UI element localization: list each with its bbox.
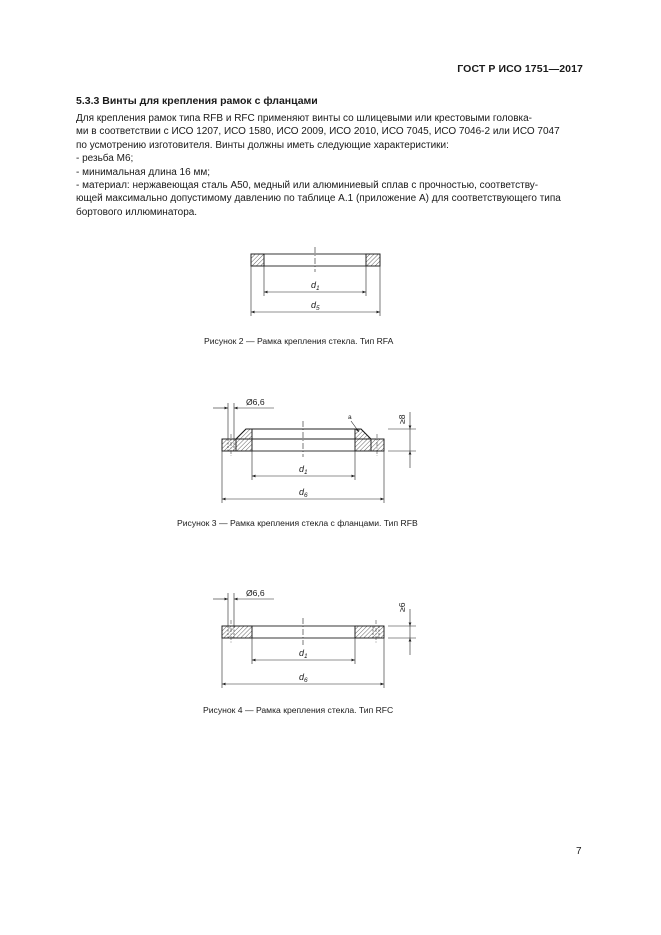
paragraph-line: Для крепления рамок типа RFB и RFC применяют винты со шлицевыми или крестовыми головка- bbox=[76, 113, 533, 124]
dim-d1-label: $d_1$ bbox=[299, 464, 308, 476]
section-title: 5.3.3 Винты для крепления рамок с фланцами bbox=[76, 95, 318, 107]
figure-caption-rfc: Рисунок 4 — Рамка крепления стекла. Тип RFC bbox=[203, 705, 394, 715]
dim-d6-label: $d_6$ bbox=[299, 672, 308, 684]
figure-caption-rfb: Рисунок 3 — Рамка крепления стекла с фланцами. Тип RFB bbox=[177, 518, 418, 528]
height-min-label: ≥8 bbox=[397, 414, 407, 424]
paragraph-line: - материал: нержавеющая сталь А50, медный или алюминиевый сплав с прочностью, соответству- bbox=[76, 180, 539, 192]
paragraph-line: по усмотрению изготовителя. Винты должны иметь следующие характеристики: bbox=[76, 139, 449, 151]
note-a-label: a bbox=[348, 414, 352, 421]
hole-diameter-label: Ø6,6 bbox=[246, 588, 265, 598]
figure-rfc-drawing bbox=[213, 593, 416, 688]
paragraph-line: ми в соответствии с ИСО 1207, ИСО 1580, ИСО 2009, ИСО 2010, ИСО 7045, ИСО 7046-2 или ИСО 7047 bbox=[76, 126, 560, 138]
height-min-label: ≥6 bbox=[397, 602, 407, 612]
page-number: 7 bbox=[576, 846, 582, 857]
figure-rfb-drawing bbox=[213, 403, 416, 503]
paragraph-line: ющей максимально допустимому давлению по таблице А.1 (приложение А) для соответствующего типа bbox=[76, 193, 561, 205]
dim-d6-label: $d_6$ bbox=[299, 487, 308, 499]
paragraph-line: - минимальная длина 16 мм; bbox=[76, 166, 210, 178]
standard-header: ГОСТ Р ИСО 1751—2017 bbox=[457, 63, 583, 75]
paragraph-line: - резьба М6; bbox=[76, 153, 134, 165]
figure-caption-rfa: Рисунок 2 — Рамка крепления стекла. Тип RFA bbox=[204, 336, 394, 346]
dim-d1-label: $d_1$ bbox=[311, 280, 320, 292]
hole-diameter-label: Ø6,6 bbox=[246, 397, 265, 407]
dim-d1-label: $d_1$ bbox=[299, 648, 308, 660]
dim-d5-label: $d_5$ bbox=[311, 300, 320, 312]
paragraph-line: бортового иллюминатора. bbox=[76, 206, 198, 218]
